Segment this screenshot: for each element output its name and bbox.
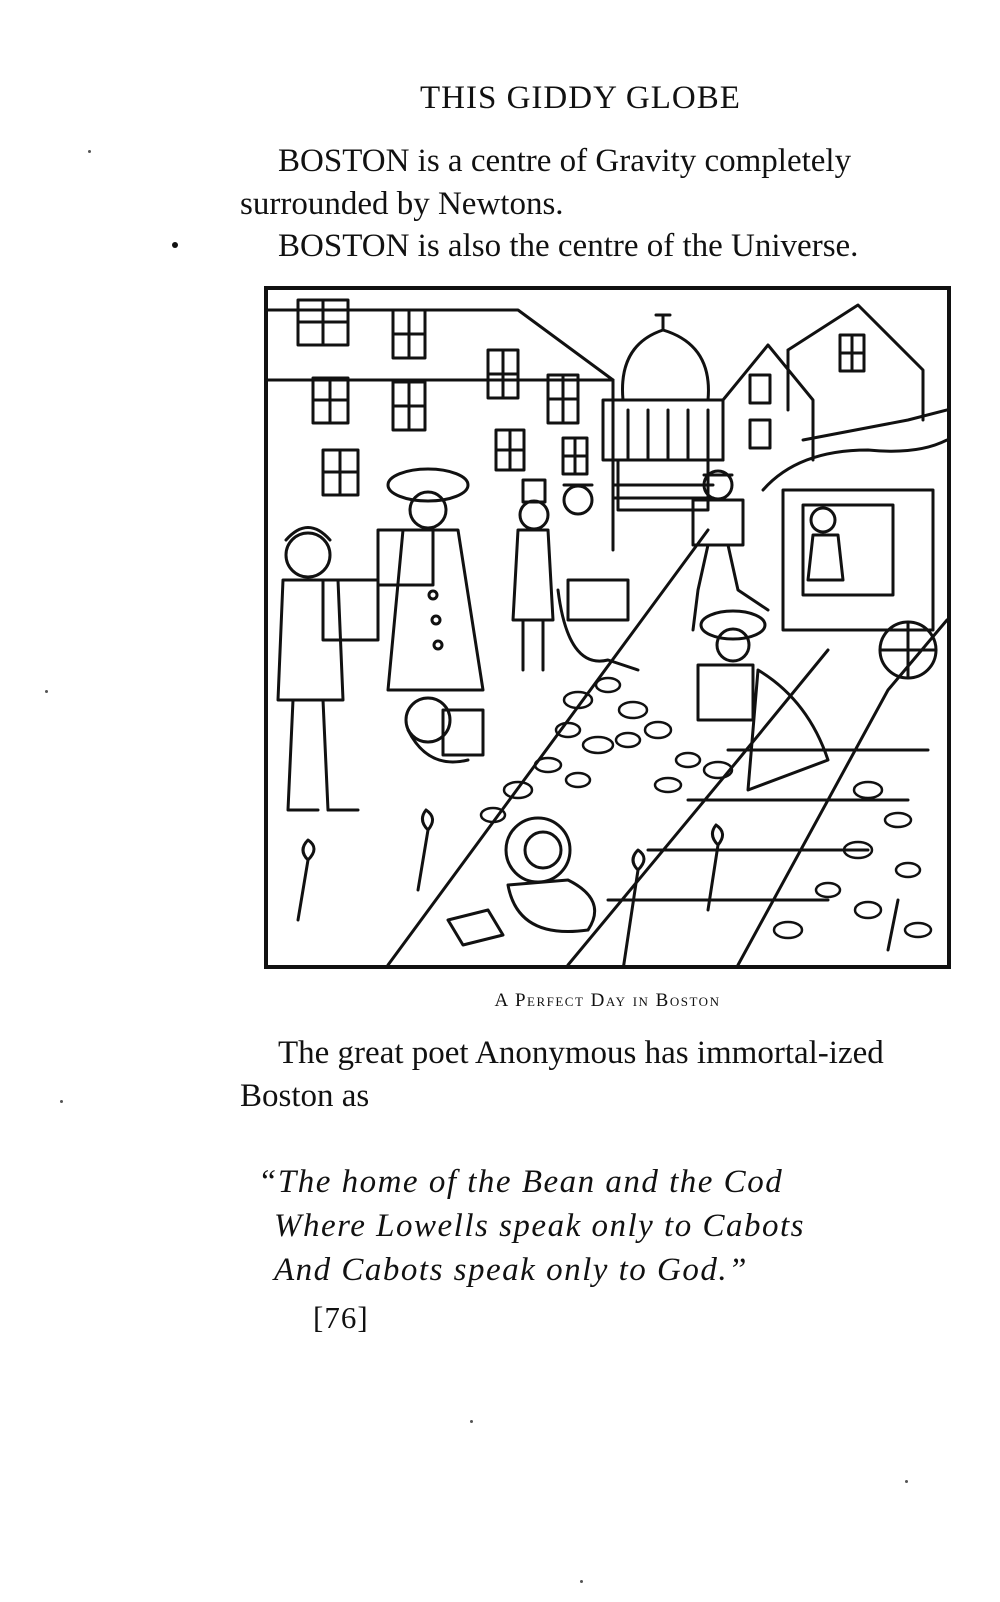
running-head: THIS GIDDY GLOBE	[420, 80, 741, 116]
paragraph-anonymous-text: The great poet Anonymous has immortal-ized Boston as	[240, 1035, 884, 1114]
margin-dot	[172, 242, 178, 248]
poem-quote	[258, 1160, 805, 1292]
trolley-car	[763, 440, 947, 678]
paragraph-gravity-text: BOSTON is a centre of Gravity completely surrounded by Newtons.	[240, 143, 852, 222]
flowers	[298, 810, 898, 965]
paper-speck	[470, 1420, 473, 1423]
paragraph-universe-text: BOSTON is also the centre of the Universe.	[278, 228, 859, 264]
policeman-figure	[278, 528, 378, 811]
boston-illustration	[264, 286, 951, 969]
paper-speck	[580, 1580, 583, 1583]
paper-speck	[45, 690, 48, 693]
paper-speck	[60, 1100, 63, 1103]
poem-line: “The home of the Bean and the Cod	[258, 1164, 784, 1200]
page-number: [76]	[313, 1300, 369, 1335]
paragraph-universe	[240, 225, 975, 268]
illustration-caption: A Perfect Day in Boston	[494, 990, 721, 1011]
walking-reader	[693, 471, 768, 630]
paragraph-anonymous	[240, 1032, 975, 1118]
left-building	[268, 300, 613, 550]
paper-speck	[88, 150, 91, 153]
lady-figure	[378, 469, 483, 690]
right-buildings	[723, 305, 947, 460]
paragraph-gravity	[240, 140, 975, 226]
poem-line: Where Lowells speak only to Cabots	[274, 1208, 805, 1244]
poem-line: And Cabots speak only to God.”	[274, 1252, 748, 1288]
paper-speck	[905, 1480, 908, 1483]
